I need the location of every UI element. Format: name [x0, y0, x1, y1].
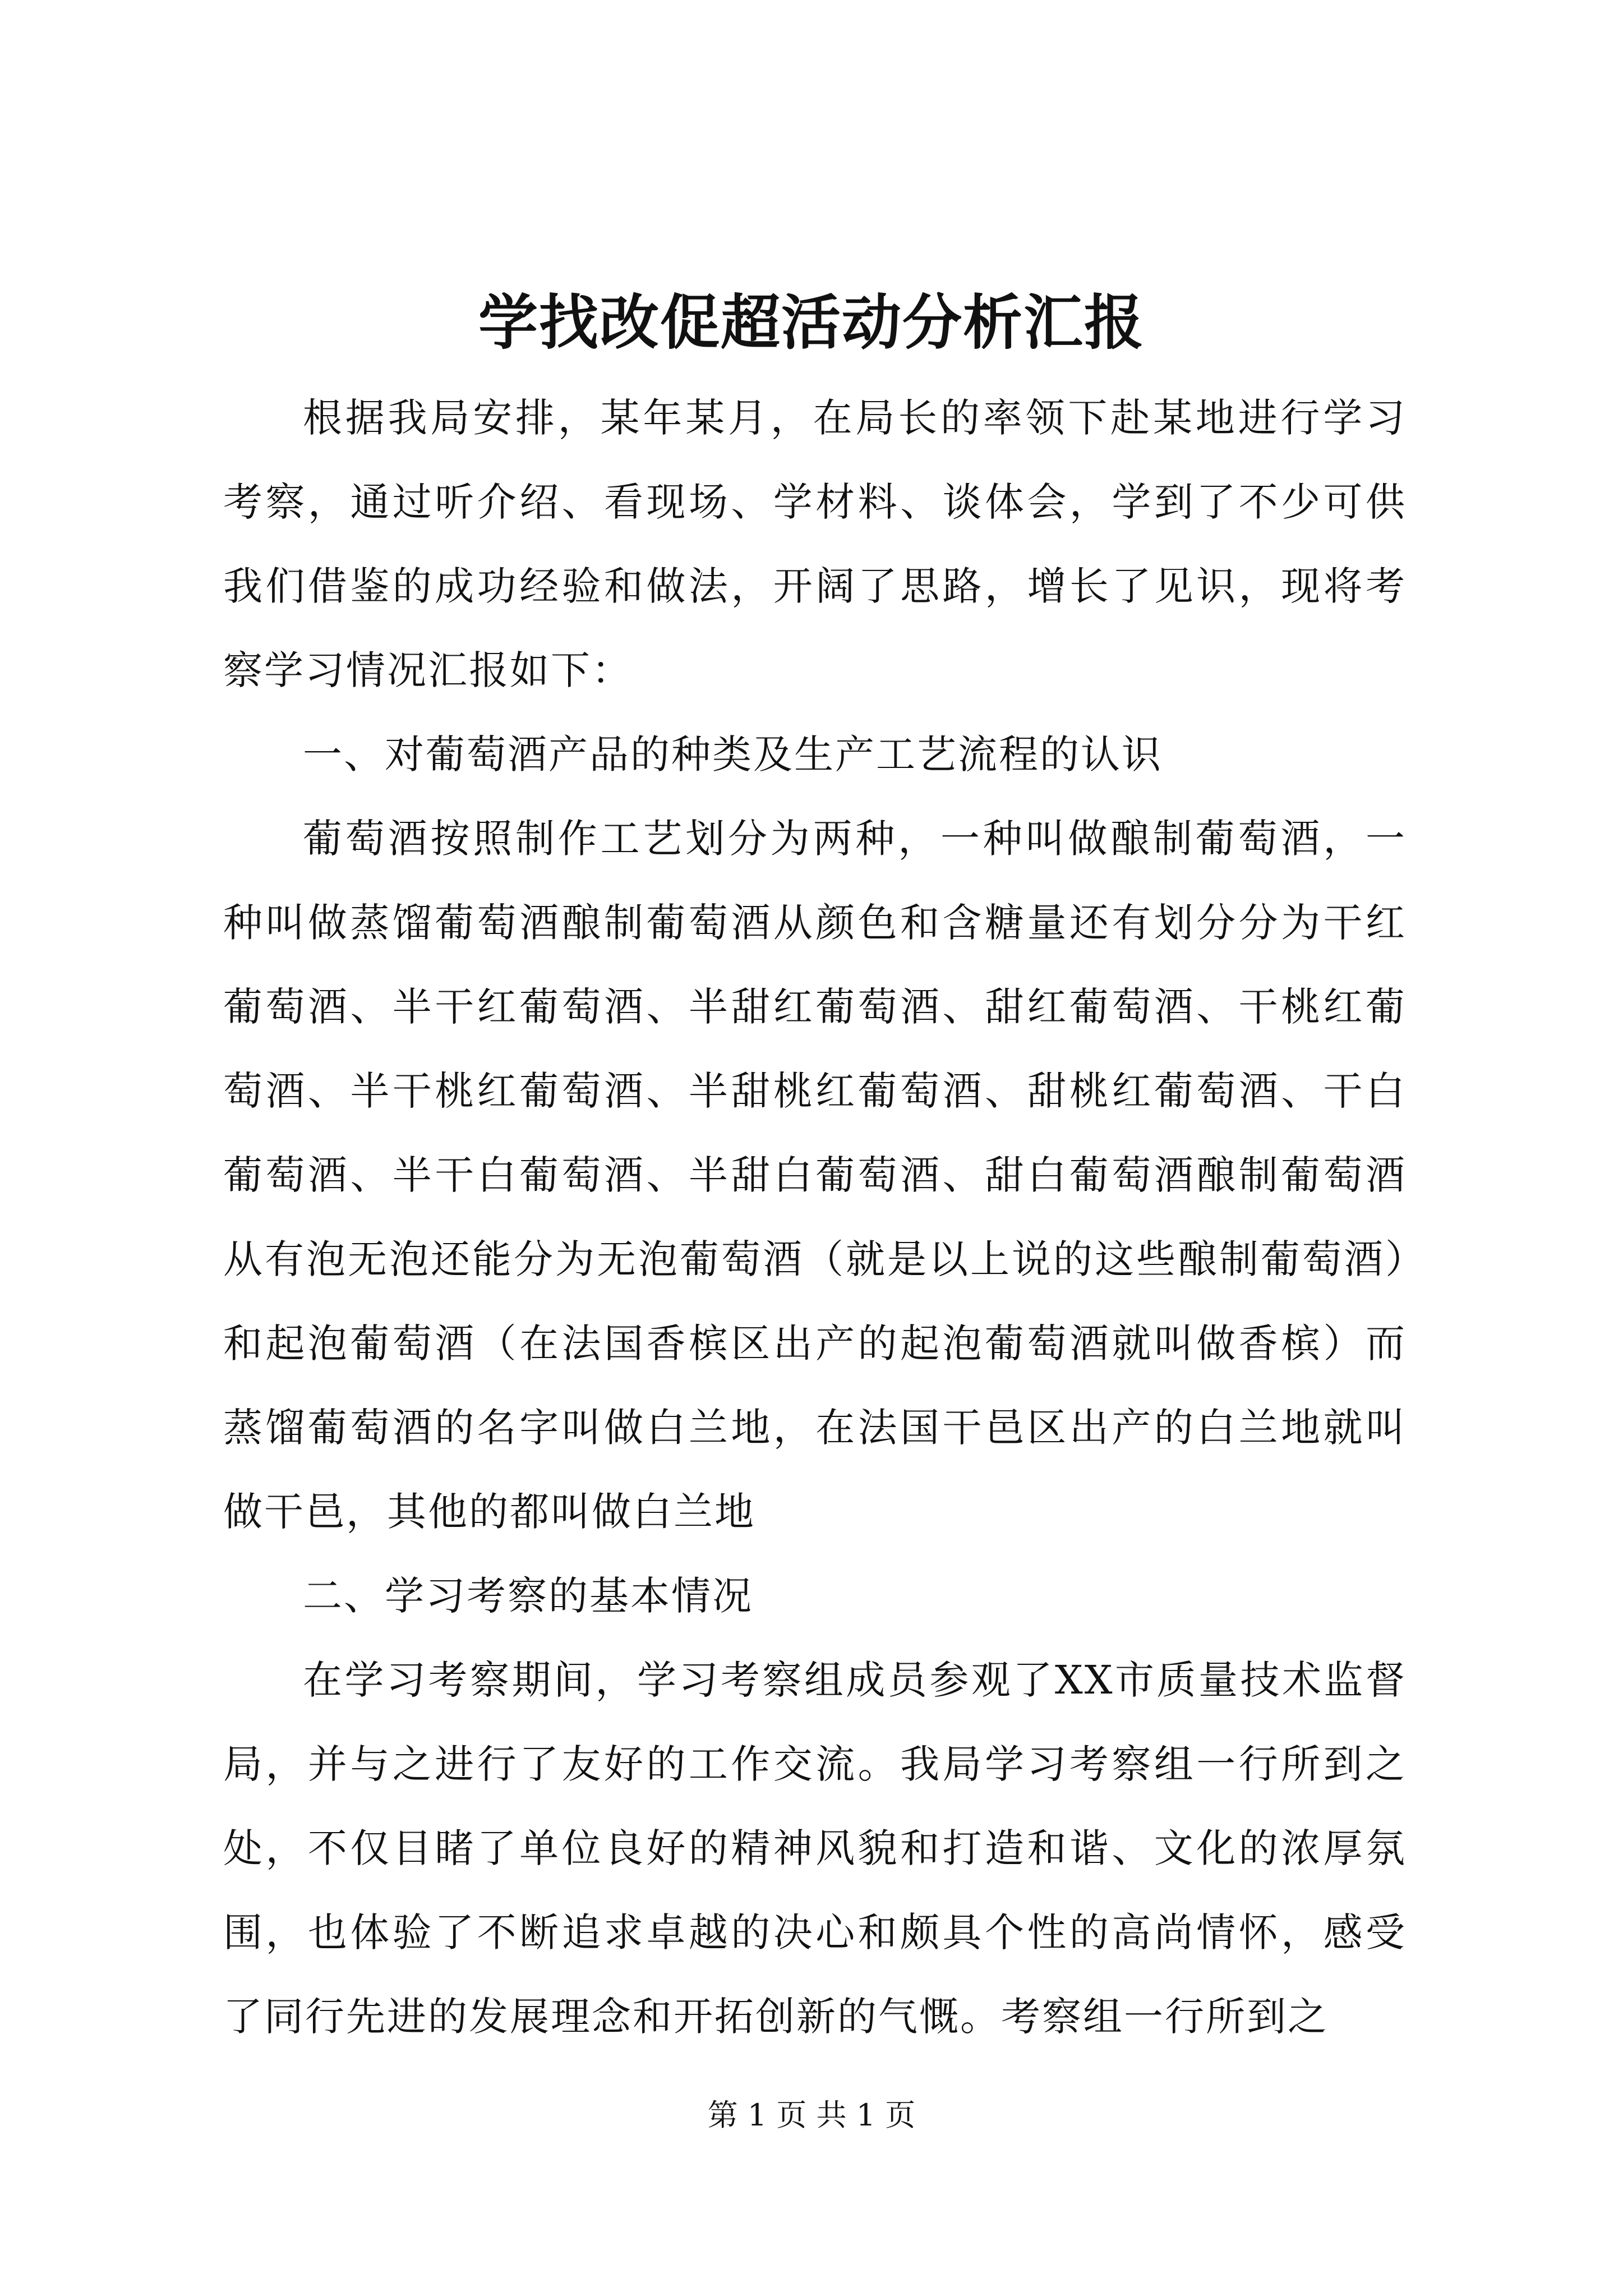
document-body: [223, 376, 1407, 2059]
visit-paragraph: 在学习考察期间，学习考察组成员参观了XX市质量技术监督局，并与之进行了友好的工作交流。我局学习考察组一行所到之处，不仅目睹了单位良好的精神风貌和打造和谐、文化的浓厚氛围，也体验了不断追求卓越的决心和颇具个性的高尚情怀，感受了同行先进的发展理念和开拓创新的气慨。考察组一行所到之: [223, 1657, 1407, 2040]
section-heading-1: 一、对葡萄酒产品的种类及生产工艺流程的认识: [303, 731, 1163, 777]
section-heading-2: 二、学习考察的基本情况: [303, 1573, 753, 1619]
page-number-footer: 第 1 页 共 1 页: [707, 2097, 916, 2133]
document-title: 学找改促超活动分析汇报: [478, 287, 1145, 357]
intro-paragraph: 根据我局安排，某年某月，在局长的率领下赴某地进行学习考察，通过听介绍、看现场、学材料、谈体会，学到了不少可供我们借鉴的成功经验和做法，开阔了思路，增长了见识，现将考察学习情况汇报如下：: [223, 395, 1407, 693]
wine-types-paragraph: 葡萄酒按照制作工艺划分为两种，一种叫做酿制葡萄酒，一种叫做蒸馏葡萄酒酿制葡萄酒从颜色和含糖量还有划分分为干红葡萄酒、半干红葡萄酒、半甜红葡萄酒、甜红葡萄酒、干桃红葡萄酒、半干桃红葡萄酒、半甜桃红葡萄酒、甜桃红葡萄酒、干白葡萄酒、半干白葡萄酒、半甜白葡萄酒、甜白葡萄酒酿制葡萄酒从有泡无泡还能分为无泡葡萄酒（就是以上说的这些酿制葡萄酒）和起泡葡萄酒（在法国香槟区出产的起泡葡萄酒就叫做香槟）而蒸馏葡萄酒的名字叫做白兰地，在法国干邑区出产的白兰地就叫做干邑，其他的都叫做白兰地: [223, 816, 1407, 1535]
